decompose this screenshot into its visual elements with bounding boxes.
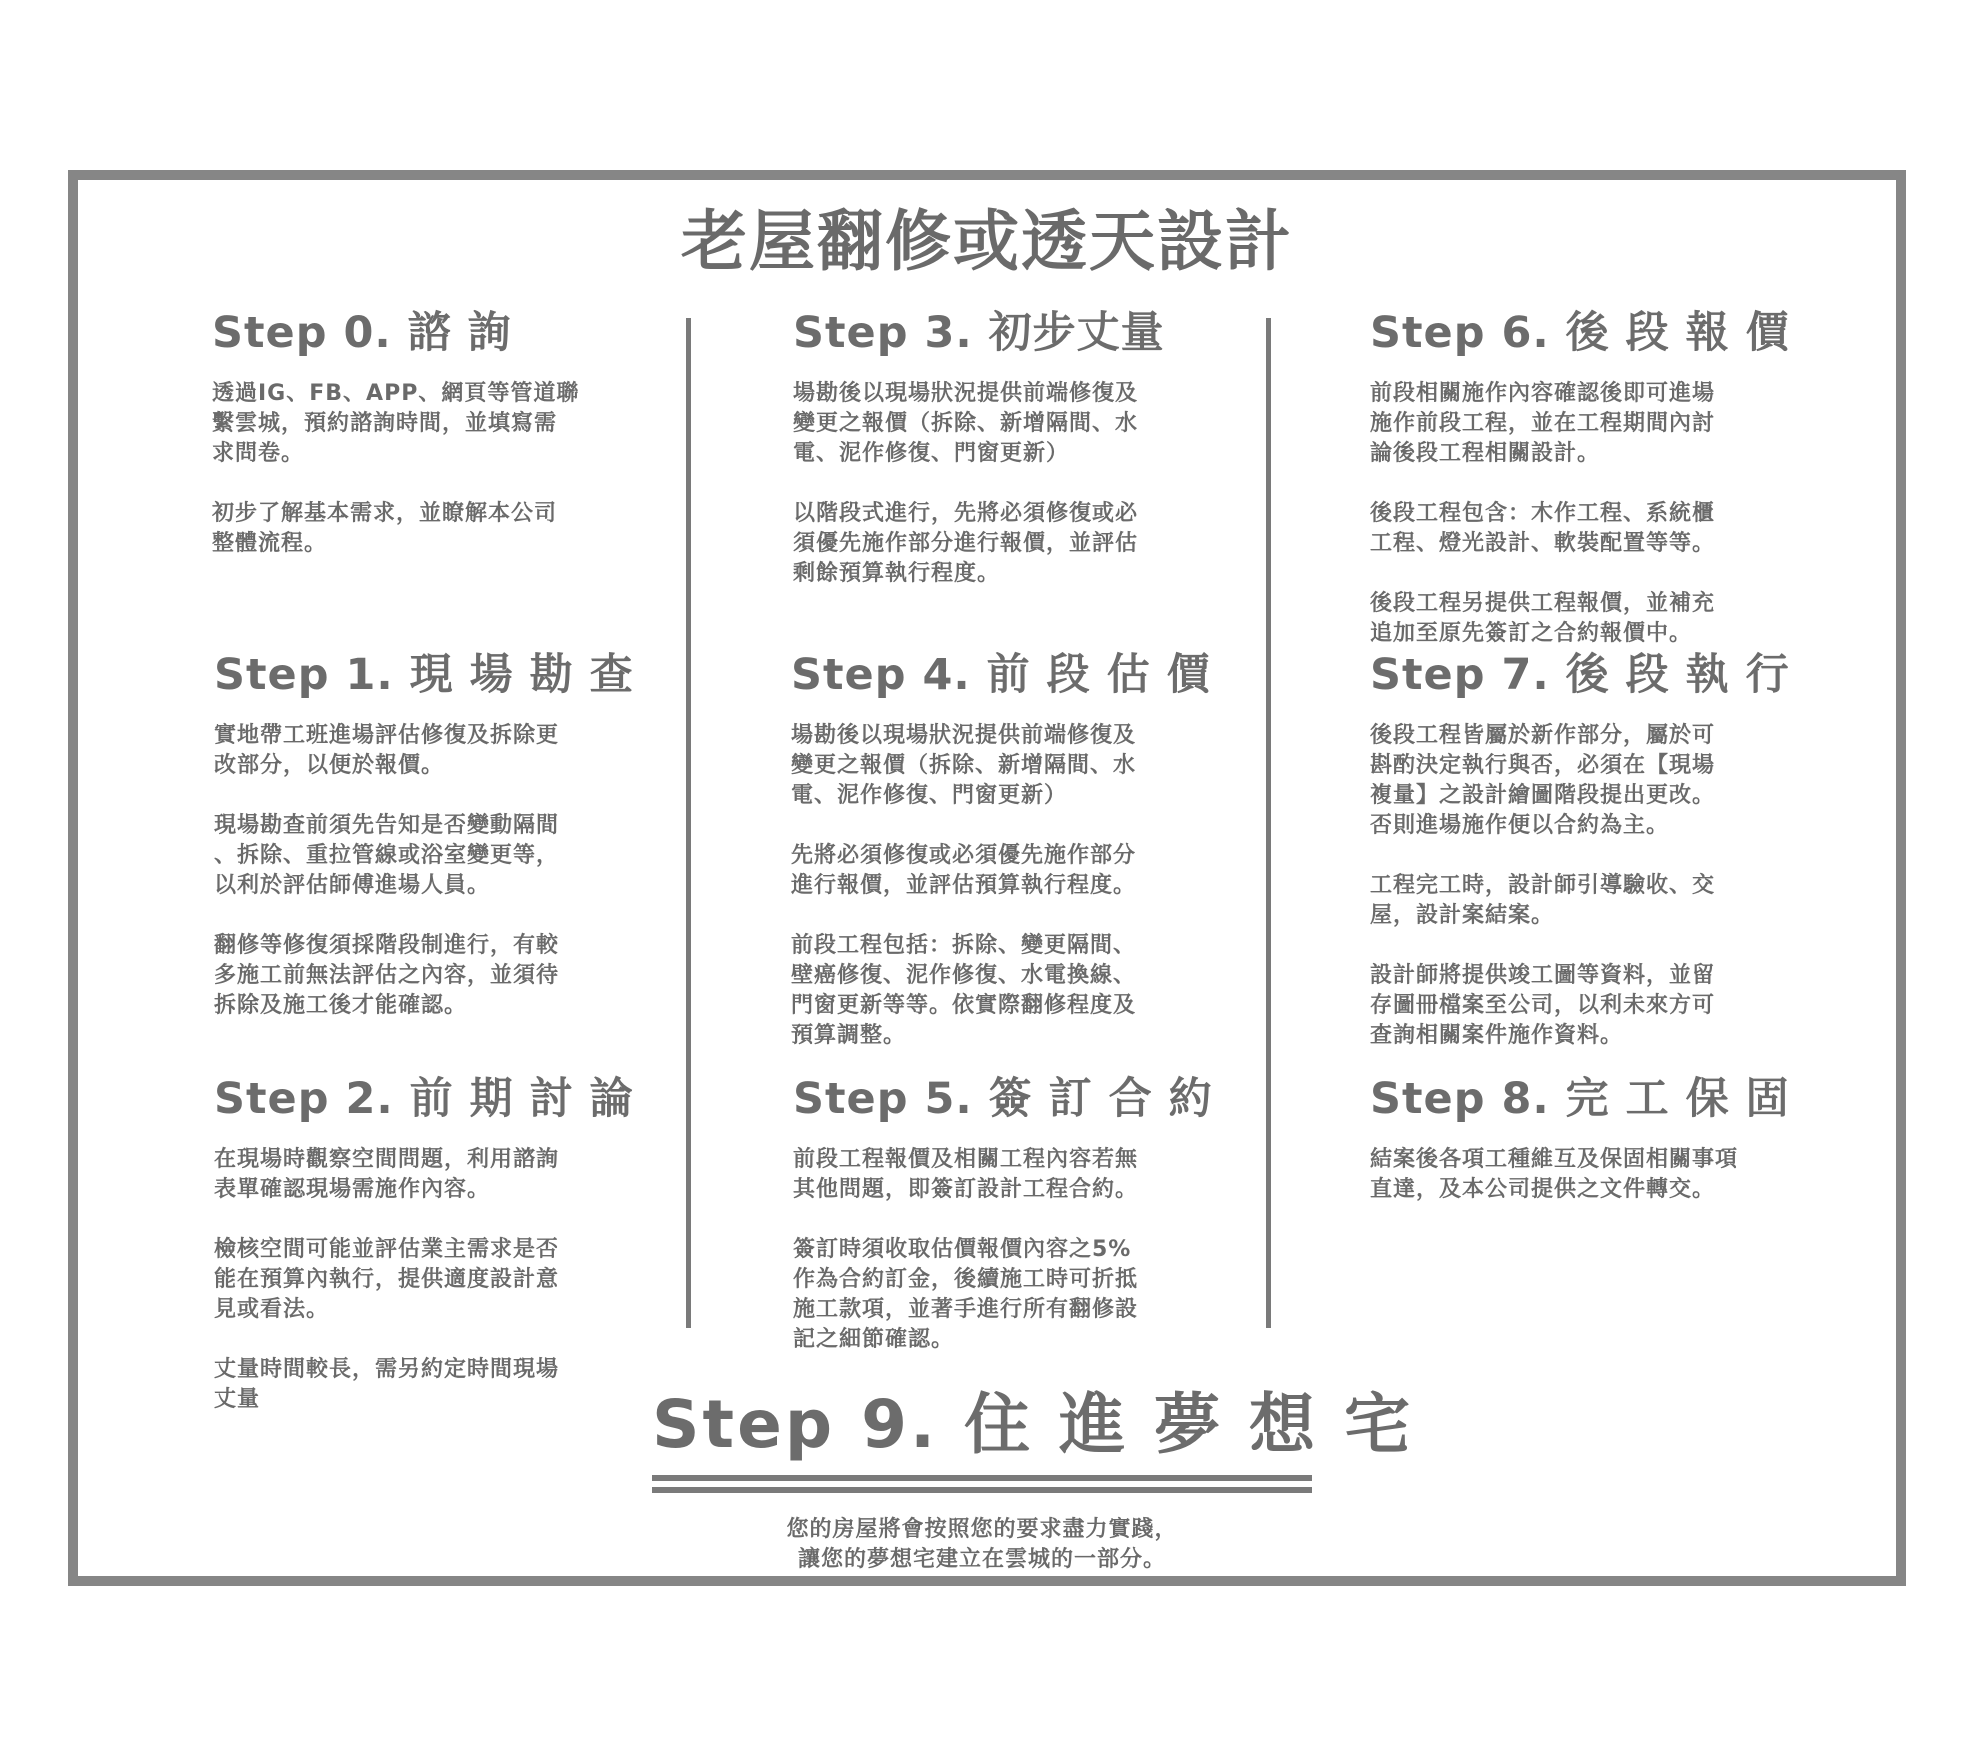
step-paragraph: 透過IG、FB、APP、網頁等管道聯 繫雲城，預約諮詢時間，並填寫需 求問卷。 <box>212 381 580 466</box>
step-paragraph: 設計師將提供竣工圖等資料，並留 存圖冊檔案至公司，以利未來方可 查詢相關案件施作資料。 <box>1370 963 1716 1048</box>
step-6 <box>1370 305 1790 679</box>
step-paragraph: 初步了解基本需求，並瞭解本公司 整體流程。 <box>212 501 558 556</box>
step-0 <box>212 305 612 589</box>
step-4 <box>791 647 1211 1081</box>
step-paragraph: 以階段式進行，先將必須修復或必 須優先施作部分進行報價，並評估 剩餘預算執行程度。 <box>793 501 1139 586</box>
step-paragraph: 後段工程包含：木作工程、系統櫃 工程、燈光設計、軟裝配置等等。 <box>1370 501 1716 556</box>
step-title: Step 0. 諮 詢 <box>212 308 512 358</box>
step-paragraph: 前段工程報價及相關工程內容若無 其他問題，即簽訂設計工程合約。 <box>793 1147 1139 1202</box>
column-divider-right <box>1266 318 1271 1328</box>
step-paragraph: 檢核空間可能並評估業主需求是否 能在預算內執行，提供適度設計意 見或看法。 <box>214 1237 560 1322</box>
step-title: Step 1. 現 場 勘 查 <box>214 650 634 700</box>
step-paragraph: 翻修等修復須採階段制進行，有較 多施工前無法評估之內容，並須待 拆除及施工後才能確認。 <box>214 933 560 1018</box>
page-title: 老屋翻修或透天設計 <box>681 203 1293 280</box>
step-9-body: 您的房屋將會按照您的要求盡力實踐， 讓您的夢想宅建立在雲城的一部分。 <box>786 1517 1178 1572</box>
title-underline <box>652 1475 1312 1481</box>
step-paragraph: 場勘後以現場狀況提供前端修復及 變更之報價（拆除、新增隔間、水 電、泥作修復、門窗更新） <box>791 723 1137 808</box>
step-paragraph: 前段相關施作內容確認後即可進場 施作前段工程，並在工程期間內討 論後段工程相關設計。 <box>1370 381 1716 466</box>
step-paragraph: 先將必須修復或必須優先施作部分 進行報價，並評估預算執行程度。 <box>791 843 1137 898</box>
step-5 <box>793 1071 1213 1385</box>
step-1 <box>214 647 634 1051</box>
title-underline <box>652 1487 1312 1493</box>
step-paragraph: 場勘後以現場狀況提供前端修復及 變更之報價（拆除、新增隔間、水 電、泥作修復、門窗更新） <box>793 381 1139 466</box>
step-title: Step 6. 後 段 報 價 <box>1370 308 1790 358</box>
step-3 <box>793 305 1193 619</box>
step-9-title: Step 9. 住 進 夢 想 宅 <box>652 1386 1413 1463</box>
step-paragraph: 丈量時間較長，需另約定時間現場 丈量 <box>214 1357 560 1412</box>
step-paragraph: 工程完工時，設計師引導驗收、交 屋，設計案結案。 <box>1370 873 1716 928</box>
step-title: Step 4. 前 段 估 價 <box>791 650 1211 700</box>
step-paragraph: 簽訂時須收取估價報價內容之5% 作為合約訂金，後續施工時可折抵 施工款項，並著手進行所有翻修設 記之細節確認。 <box>793 1237 1139 1352</box>
step-title: Step 7. 後 段 執 行 <box>1370 650 1790 700</box>
step-paragraph: 後段工程另提供工程報價，並補充 追加至原先簽訂之合約報價中。 <box>1370 591 1716 646</box>
step-paragraph: 後段工程皆屬於新作部分，屬於可 斟酌決定執行與否，必須在【現場 複量】之設計繪圖階段提出更改。 否則進場施作便以合約為主。 <box>1370 723 1716 838</box>
step-2 <box>214 1071 634 1445</box>
column-divider-left <box>686 318 691 1328</box>
step-9 <box>652 1383 1413 1575</box>
step-paragraph: 實地帶工班進場評估修復及拆除更 改部分，以便於報價。 <box>214 723 560 778</box>
step-paragraph: 結案後各項工種維互及保固相關事項 直達，及本公司提供之文件轉交。 <box>1370 1147 1739 1202</box>
step-7 <box>1370 647 1790 1081</box>
step-title: Step 3. 初步丈量 <box>793 308 1165 358</box>
step-title: Step 8. 完 工 保 固 <box>1370 1074 1790 1124</box>
step-title: Step 5. 簽 訂 合 約 <box>793 1074 1213 1124</box>
step-8 <box>1370 1071 1800 1235</box>
step-paragraph: 前段工程包括：拆除、變更隔間、 壁癌修復、泥作修復、水電換線、 門窗更新等等。依實際翻修程度及 預算調整。 <box>791 933 1137 1048</box>
step-paragraph: 現場勘查前須先告知是否變動隔間 、拆除、重拉管線或浴室變更等， 以利於評估師傅進場人員。 <box>214 813 560 898</box>
step-title: Step 2. 前 期 討 論 <box>214 1074 634 1124</box>
step-paragraph: 在現場時觀察空間問題，利用諮詢 表單確認現場需施作內容。 <box>214 1147 560 1202</box>
